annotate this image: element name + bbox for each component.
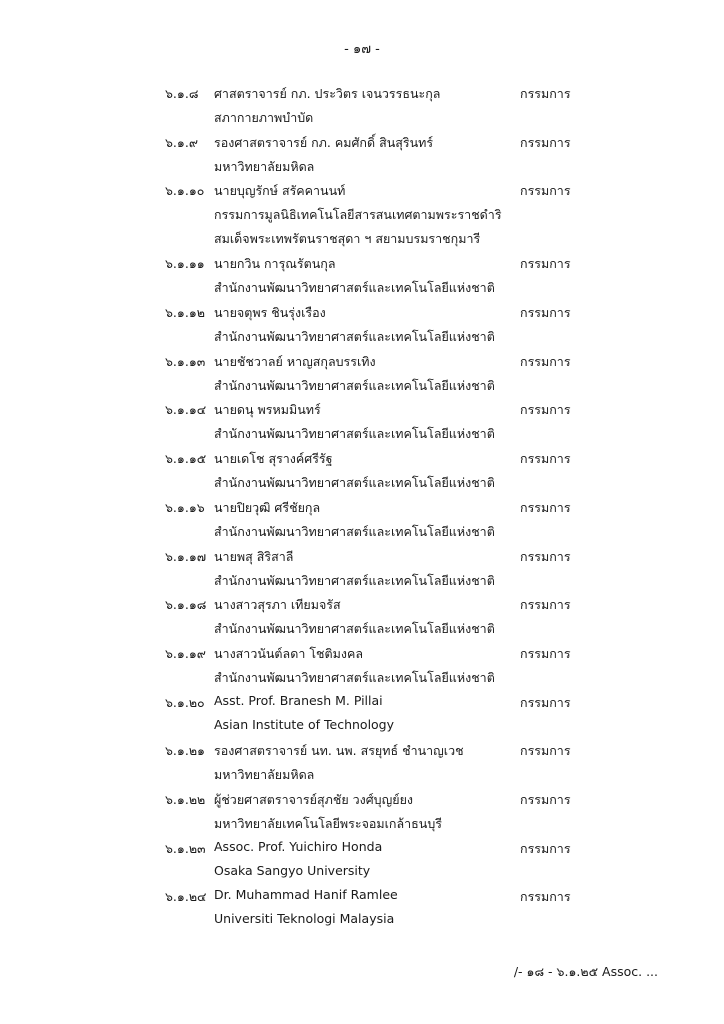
list-item xyxy=(0,254,724,303)
item-number: ๖.๑.๑๒ xyxy=(165,305,205,321)
list-item xyxy=(0,498,724,547)
member-name: Asst. Prof. Branesh M. Pillai xyxy=(214,692,383,708)
member-role: กรรมการ xyxy=(520,134,571,150)
list-item xyxy=(0,181,724,254)
item-number: ๖.๑.๑๓ xyxy=(165,353,206,369)
member-name: Assoc. Prof. Yuichiro Honda xyxy=(214,838,383,854)
member-organization: สำนักงานพัฒนาวิทยาศาสตร์และเทคโนโลยีแห่งชาติ xyxy=(214,621,495,637)
member-name: Dr. Muhammad Hanif Ramlee xyxy=(214,887,398,903)
member-name: นายกวิน การุณรัตนกุล xyxy=(214,256,336,272)
list-item xyxy=(0,644,724,693)
member-name: นางสาวนันต์ลดา โชติมงคล xyxy=(214,645,363,661)
member-role: กรรมการ xyxy=(520,840,571,856)
member-organization: Universiti Teknologi Malaysia xyxy=(214,911,395,927)
item-number: ๖.๑.๑๙ xyxy=(165,645,206,661)
item-number: ๖.๑.๒๑ xyxy=(165,743,205,759)
list-item xyxy=(0,133,724,182)
list-item xyxy=(0,449,724,498)
member-organization: สำนักงานพัฒนาวิทยาศาสตร์และเทคโนโลยีแห่งชาติ xyxy=(214,377,495,393)
item-number: ๖.๑.๑๘ xyxy=(165,597,207,613)
member-organization-line-2: สมเด็จพระเทพรัตนราชสุดา ฯ สยามบรมราชกุมารี xyxy=(214,231,481,247)
member-organization: สำนักงานพัฒนาวิทยาศาสตร์และเทคโนโลยีแห่งชาติ xyxy=(214,426,495,442)
item-number: ๖.๑.๒๓ xyxy=(165,840,206,856)
member-role: กรรมการ xyxy=(520,256,571,272)
member-organization: สำนักงานพัฒนาวิทยาศาสตร์และเทคโนโลยีแห่งชาติ xyxy=(214,572,495,588)
item-number: ๖.๑.๘ xyxy=(165,86,199,101)
list-item xyxy=(0,84,724,133)
member-name: นายชัชวาลย์ หาญสกุลบรรเทิง xyxy=(214,353,376,369)
member-name: นายจตุพร ชินรุ่งเรือง xyxy=(214,305,326,321)
member-name: ศาสตราจารย์ กภ. ประวิตร เจนวรรธนะกุล xyxy=(214,86,441,101)
member-role: กรรมการ xyxy=(520,86,571,101)
member-organization: สำนักงานพัฒนาวิทยาศาสตร์และเทคโนโลยีแห่งชาติ xyxy=(214,329,495,345)
member-organization: สำนักงานพัฒนาวิทยาศาสตร์และเทคโนโลยีแห่งชาติ xyxy=(214,669,495,685)
list-item xyxy=(0,693,724,742)
member-organization: Asian Institute of Technology xyxy=(214,716,395,732)
list-item xyxy=(0,303,724,352)
member-role: กรรมการ xyxy=(520,889,571,905)
list-item xyxy=(0,790,724,839)
member-name: นายปิยวุฒิ ศรีชัยกุล xyxy=(214,499,321,515)
member-name: รองศาสตราจารย์ กภ. คมศักดิ์ สินสุรินทร์ xyxy=(214,134,434,150)
item-number: ๖.๑.๑๐ xyxy=(165,183,205,199)
item-number: ๖.๑.๒๔ xyxy=(165,889,207,905)
member-name: นางสาวสุรภา เทียมจรัส xyxy=(214,597,341,613)
member-organization: สำนักงานพัฒนาวิทยาศาสตร์และเทคโนโลยีแห่งชาติ xyxy=(214,475,495,491)
list-item xyxy=(0,839,724,888)
item-number: ๖.๑.๑๖ xyxy=(165,499,205,515)
member-role: กรรมการ xyxy=(520,645,571,661)
member-name: ผู้ช่วยศาสตราจารย์สุภชัย วงศ์บุญย์ยง xyxy=(214,791,414,807)
member-organization: Osaka Sangyo University xyxy=(214,862,371,878)
member-role: กรรมการ xyxy=(520,402,571,418)
member-role: กรรมการ xyxy=(520,791,571,807)
member-organization: กรรมการมูลนิธิเทคโนโลยีสารสนเทศตามพระราชดำริ xyxy=(214,207,502,223)
member-role: กรรมการ xyxy=(520,597,571,613)
member-name: นายดนุ พรหมมินทร์ xyxy=(214,402,321,418)
member-organization: มหาวิทยาลัยมหิดล xyxy=(214,158,315,174)
item-number: ๖.๑.๑๗ xyxy=(165,548,207,564)
page-number: - ๑๗ - xyxy=(344,42,380,57)
member-name: รองศาสตราจารย์ นท. นพ. สรยุทธ์ ชำนาญเวช xyxy=(214,743,464,759)
continuation-note: /- ๑๘ - ๖.๑.๒๕ Assoc. ... xyxy=(513,964,658,979)
member-organization: สำนักงานพัฒนาวิทยาศาสตร์และเทคโนโลยีแห่งชาติ xyxy=(214,523,495,539)
item-number: ๖.๑.๑๔ xyxy=(165,402,207,418)
member-role: กรรมการ xyxy=(520,548,571,564)
list-item xyxy=(0,352,724,401)
committee-list xyxy=(0,84,724,936)
member-name: นายบุญรักษ์ สรัคคานนท์ xyxy=(214,183,346,199)
member-role: กรรมการ xyxy=(520,743,571,759)
list-item xyxy=(0,887,724,936)
member-name: นายเดโช สุรางค์ศรีรัฐ xyxy=(214,451,333,467)
member-role: กรรมการ xyxy=(520,499,571,515)
member-organization: มหาวิทยาลัยเทคโนโลยีพระจอมเกล้าธนบุรี xyxy=(214,815,442,831)
member-organization: สำนักงานพัฒนาวิทยาศาสตร์และเทคโนโลยีแห่งชาติ xyxy=(214,280,495,296)
item-number: ๖.๑.๑๕ xyxy=(165,451,207,467)
list-item xyxy=(0,595,724,644)
item-number: ๖.๑.๒๐ xyxy=(165,694,205,710)
member-name: นายพสุ สิริสาลี xyxy=(214,548,294,564)
member-role: กรรมการ xyxy=(520,451,571,467)
member-role: กรรมการ xyxy=(520,694,571,710)
member-role: กรรมการ xyxy=(520,353,571,369)
list-item xyxy=(0,741,724,790)
member-role: กรรมการ xyxy=(520,183,571,199)
list-item xyxy=(0,547,724,596)
member-organization: สภากายภาพบำบัด xyxy=(214,110,314,125)
item-number: ๖.๑.๒๒ xyxy=(165,791,206,807)
member-role: กรรมการ xyxy=(520,305,571,321)
item-number: ๖.๑.๙ xyxy=(165,134,198,150)
list-item xyxy=(0,400,724,449)
item-number: ๖.๑.๑๑ xyxy=(165,256,205,272)
member-organization: มหาวิทยาลัยมหิดล xyxy=(214,767,315,783)
